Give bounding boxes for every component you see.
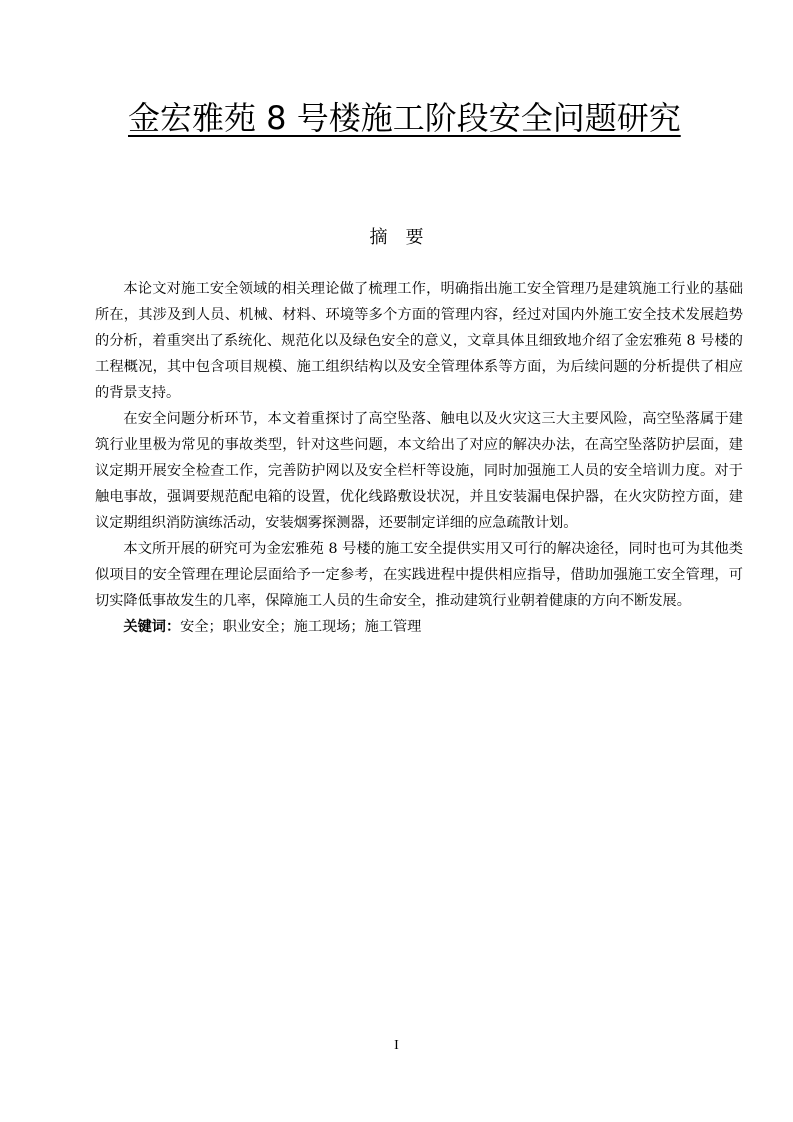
page-number: I xyxy=(394,1038,399,1053)
abstract-paragraph-2: 在安全问题分析环节，本文着重探讨了高空坠落、触电以及火灾这三大主要风险，高空坠落属于建筑行业里极为常见的事故类型，针对这些问题，本文给出了对应的解决办法，在高空坠落防护层面，建议定期开展安全检查工作，完善防护网以及安全栏杆等设施，同时加强施工人员的安全培训力度。对于触电事故，强调要规范配电箱的设置，优化线路敷设状况，并且安装漏电保护器，在火灾防控方面，建议定期组织消防演练活动，安装烟雾探测器，还要制定详细的应急疏散计划。 xyxy=(95,411,743,531)
abstract-heading xyxy=(0,226,793,250)
abstract-heading-char-1: 摘 xyxy=(369,227,388,248)
keywords-value: 安全；职业安全；施工现场；施工管理 xyxy=(180,619,422,635)
keywords-line xyxy=(95,614,743,640)
abstract-paragraph-1: 本论文对施工安全领域的相关理论做了梳理工作，明确指出施工安全管理乃是建筑施工行业的基础所在，其涉及到人员、机械、材料、环境等多个方面的管理内容，经过对国内外施工安全技术发展趋势的分析，着重突出了系统化、规范化以及绿色安全的意义，文章具体且细致地介绍了金宏雅苑 8 号楼的工程概况，其中包含项目规模、施工组织结构以及安全管理体系等方面，为后续问题的分析提供了相应的背景支持。 xyxy=(95,281,743,401)
abstract-heading-char-2: 要 xyxy=(405,227,424,248)
keywords-label: 关键词： xyxy=(123,619,181,635)
abstract-paragraph-3: 本文所开展的研究可为金宏雅苑 8 号楼的施工安全提供实用又可行的解决途径，同时也可为其他类似项目的安全管理在理论层面给予一定参考，在实践进程中提供相应指导，借助加强施工安全管理，可切实降低事故发生的几率，保障施工人员的生命安全，推动建筑行业朝着健康的方向不断发展。 xyxy=(95,541,743,609)
abstract-body xyxy=(95,276,743,640)
document-title: 金宏雅苑 8 号楼施工阶段安全问题研究 xyxy=(128,99,681,137)
